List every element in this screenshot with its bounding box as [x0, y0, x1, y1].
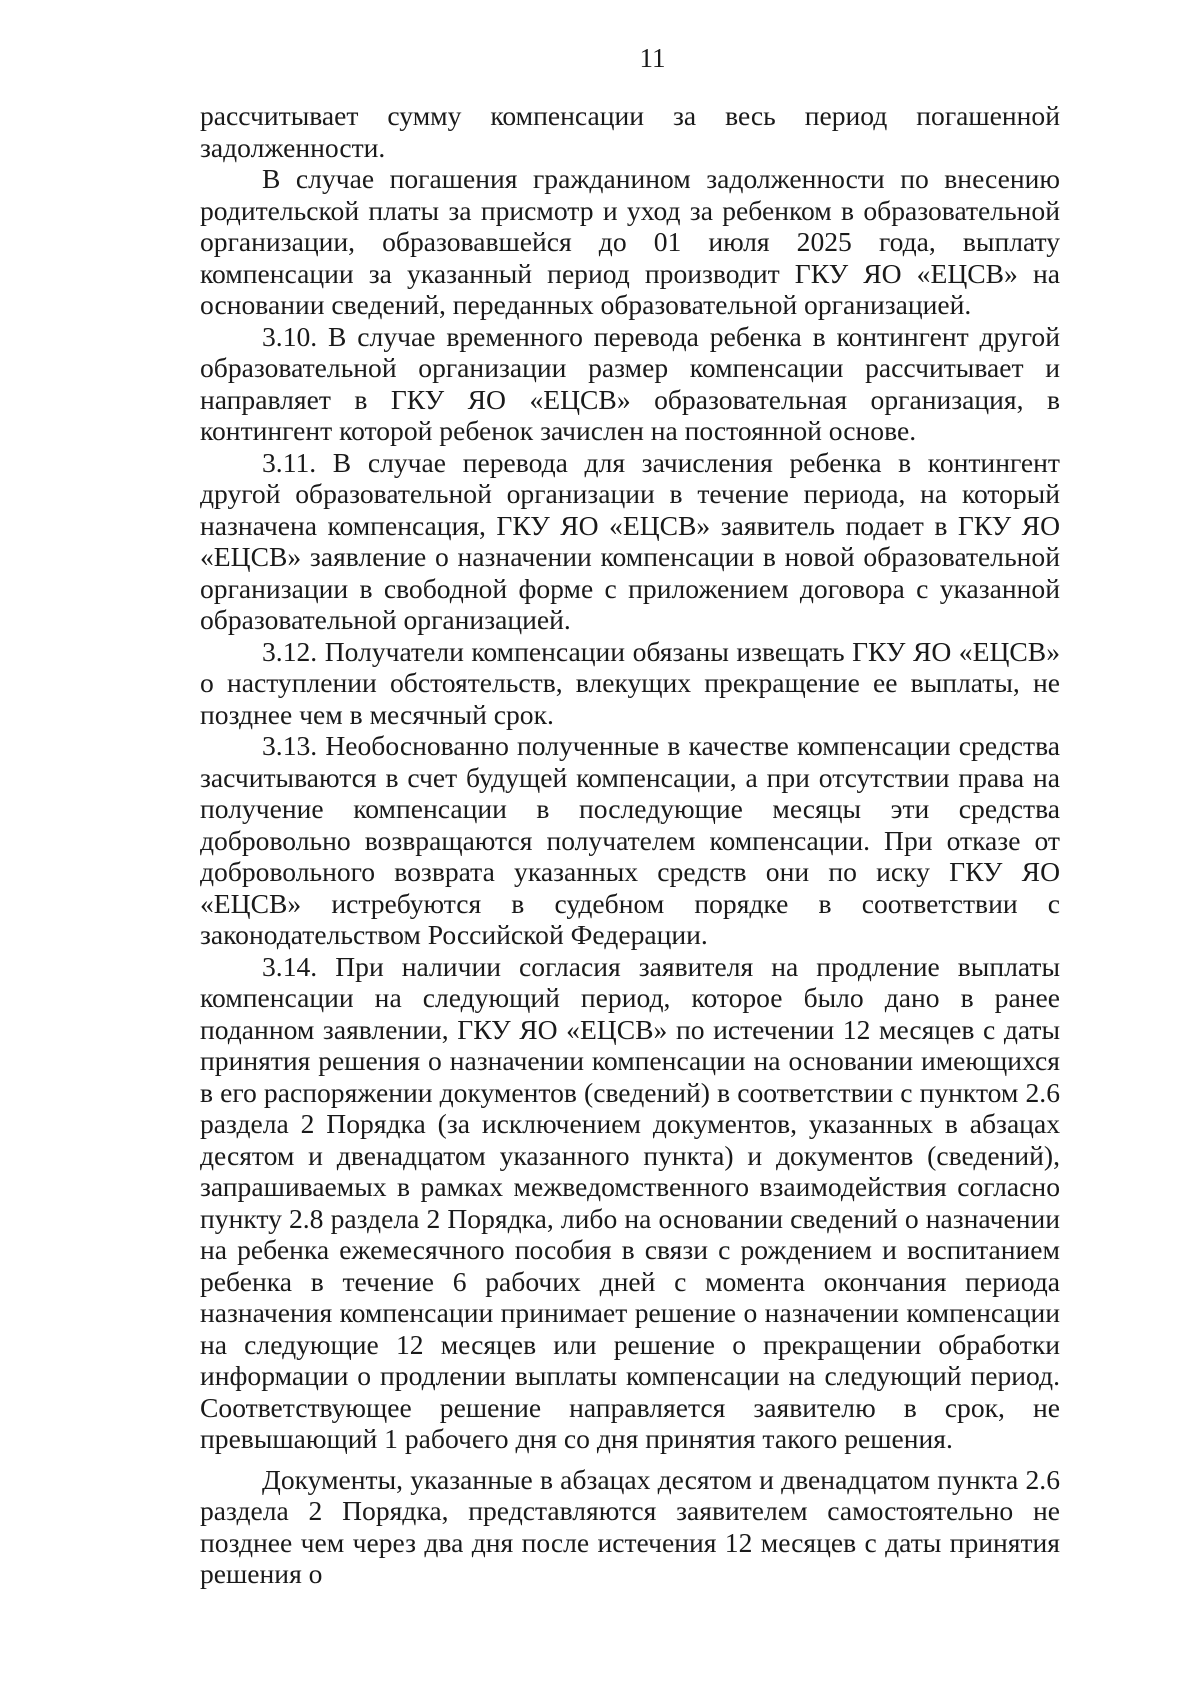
document-body [200, 100, 1060, 1590]
page-number: 11 [639, 43, 666, 73]
paragraph-3-10: 3.10. В случае временного перевода ребенка в контингент другой образовательной организации размер компенсации рассчитывает и направляет в ГКУ ЯО «ЕЦСВ» образовательная организация, в контингент которой ребенок зачислен на постоянной основе. [200, 320, 1060, 446]
paragraph-debt-repayment: В случае погашения гражданином задолженности по внесению родительской платы за присмотр и уход за ребенком в образовательной организации, образовавшейся до 01 июля 2025 года, выплату компенсации за указанный период производит ГКУ ЯО «ЕЦСВ» на основании сведений, переданных образовательной организацией. [200, 163, 1060, 320]
paragraph-documents: Документы, указанные в абзацах десятом и двенадцатом пункта 2.6 раздела 2 Порядка, представляются заявителем самостоятельно не позднее чем через два дня после истечения 12 месяцев с даты принятия решения о [200, 1463, 1060, 1589]
paragraph-3-12: 3.12. Получатели компенсации обязаны извещать ГКУ ЯО «ЕЦСВ» о наступлении обстоятельств, влекущих прекращение ее выплаты, не позднее чем в месячный срок. [200, 635, 1060, 730]
paragraph-3-11: 3.11. В случае перевода для зачисления ребенка в контингент другой образовательной организации в течение периода, на который назначена компенсация, ГКУ ЯО «ЕЦСВ» заявитель подает в ГКУ ЯО «ЕЦСВ» заявление о назначении компенсации в новой образовательной организации в свободной форме с приложением договора с указанной образовательной организацией. [200, 446, 1060, 635]
paragraph-3-14: 3.14. При наличии согласия заявителя на продление выплаты компенсации на следующий период, которое было дано в ранее поданном заявлении, ГКУ ЯО «ЕЦСВ» по истечении 12 месяцев с даты принятия решения о назначении компенсации на основании имеющихся в его распоряжении документов (сведений) в соответствии с пунктом 2.6 раздела 2 Порядка (за исключением документов, указанных в абзацах десятом и двенадцатом указанного пункта) и документов (сведений), запрашиваемых в рамках межведомственного взаимодействия согласно пункту 2.8 раздела 2 Порядка, либо на основании сведений о назначении на ребенка ежемесячного пособия в связи с рождением и воспитанием ребенка в течение 6 рабочих дней с момента окончания периода назначения компенсации принимает решение о назначении компенсации на следующие 12 месяцев или решение о прекращении обработки информации о продлении выплаты компенсации на следующий период. Соответствующее решение направляется заявителю в срок, не превышающий 1 рабочего дня со дня принятия такого решения. [200, 950, 1060, 1454]
paragraph-3-13: 3.13. Необоснованно полученные в качестве компенсации средства засчитываются в счет будущей компенсации, а при отсутствии права на получение компенсации в последующие месяцы эти средства добровольно возвращаются получателем компенсации. При отказе от добровольного возврата указанных средств они по иску ГКУ ЯО «ЕЦСВ» истребуются в судебном порядке в соответствии с законодательством Российской Федерации. [200, 730, 1060, 950]
paragraph-continuation: рассчитывает сумму компенсации за весь период погашенной задолженности. [200, 100, 1060, 163]
